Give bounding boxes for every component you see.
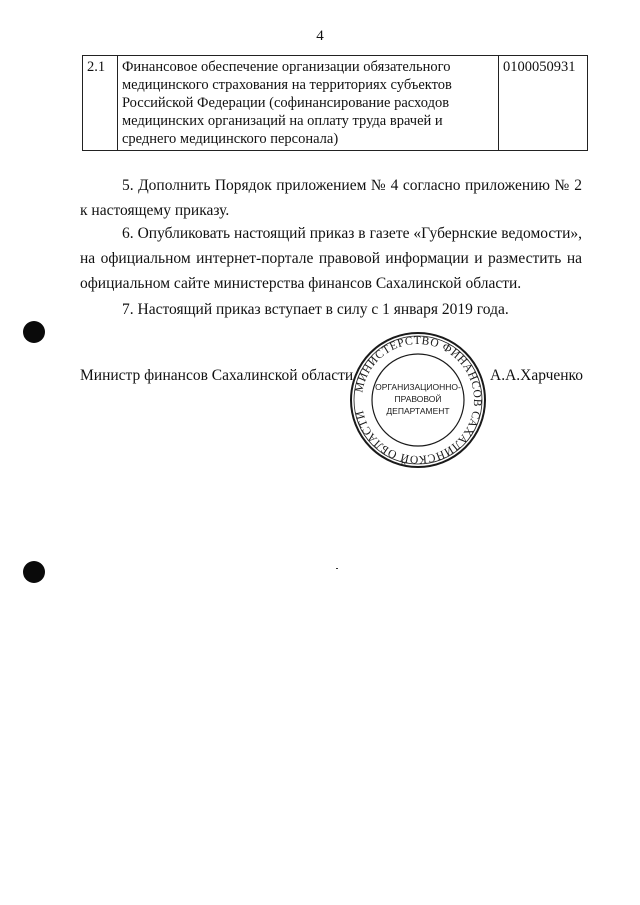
binder-hole-mark [23, 321, 45, 343]
row-code-cell: 0100050931 [499, 56, 588, 151]
stamp-inner-line-1: ОРГАНИЗАЦИОННО- [375, 382, 461, 392]
row-number-cell: 2.1 [83, 56, 118, 151]
paragraph-6: 6. Опубликовать настоящий приказ в газете «Губернские ведомости», на официальном интернет-портале правовой информации и разместить на официальном сайте министерства финансов Сахалинской области. [80, 225, 582, 292]
scan-speck [336, 568, 338, 569]
signer-name: А.А.Харченко [490, 367, 584, 384]
stamp-inner-line-2: ПРАВОВОЙ [394, 394, 442, 404]
paragraph-7: 7. Настоящий приказ вступает в силу с 1 января 2019 года. [122, 301, 509, 318]
official-stamp [348, 330, 488, 470]
page-number: 4 [316, 28, 324, 44]
budget-code-table [82, 55, 588, 151]
signer-title: Министр финансов Сахалинской области [80, 367, 354, 384]
paragraph-5: 5. Дополнить Порядок приложением № 4 согласно приложению № 2 к настоящему приказу. [80, 177, 582, 219]
binder-hole-mark [23, 561, 45, 583]
table-row [83, 56, 588, 151]
stamp-inner-line-3: ДЕПАРТАМЕНТ [386, 406, 450, 416]
row-description-cell: Финансовое обеспечение организации обязательного медицинского страхования на территориях субъектов Российской Федерации (софинансирование расходов медицинских организаций на оплату труда врачей и среднего медицинского персонала) [117, 56, 498, 151]
stamp-outer-text: МИНИСТЕРСТВО ФИНАНСОВ САХАЛИНСКОЙ ОБЛАСТИ [353, 334, 484, 466]
